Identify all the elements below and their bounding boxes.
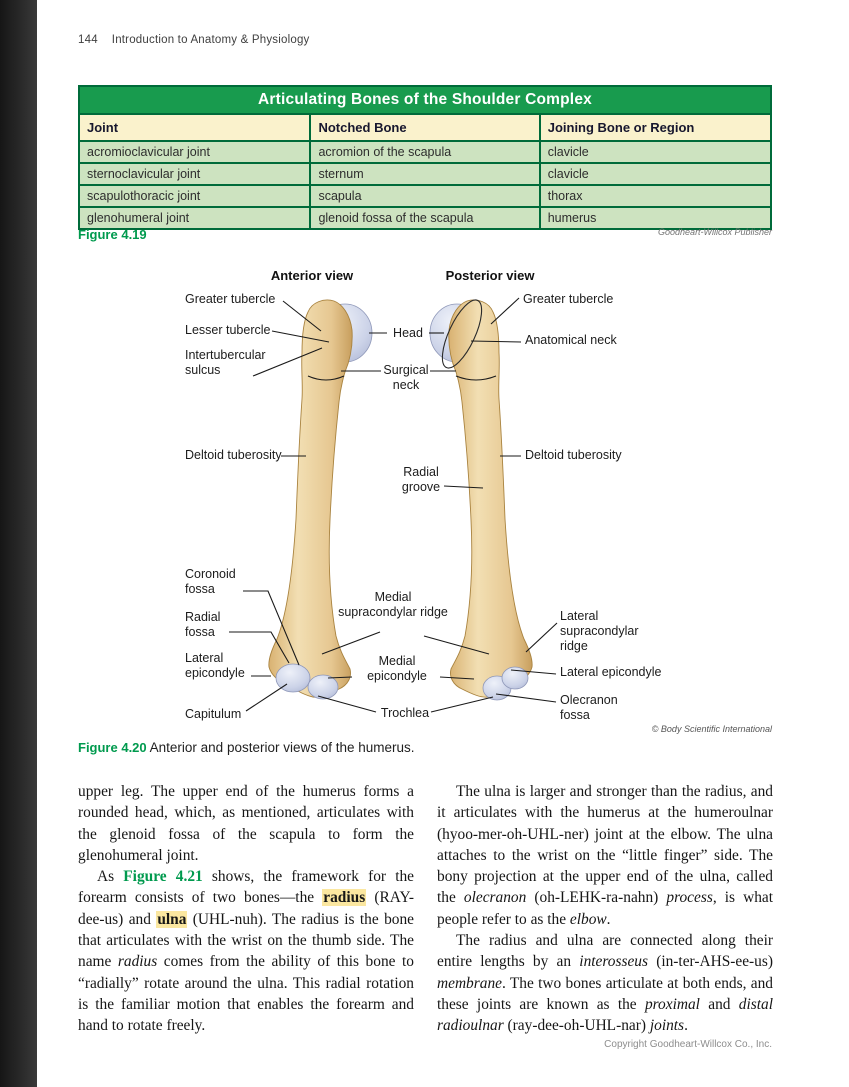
body-text-right-column xyxy=(437,781,773,1037)
figure-4-20-caption xyxy=(78,740,772,755)
label-lesser-tubercle: Lesser tubercle xyxy=(185,323,271,337)
cell-notched-bone: sternum xyxy=(310,163,539,185)
label-deltoid-tuberosity-left: Deltoid tuberosity xyxy=(185,448,282,462)
label-intertubercular-sulcus: Intertubercular sulcus xyxy=(185,348,266,377)
label-lateral-epicondyle-right: Lateral epicondyle xyxy=(560,665,662,679)
cell-joining-bone: clavicle xyxy=(540,163,771,185)
table-row xyxy=(79,163,771,185)
label-trochlea: Trochlea xyxy=(380,706,430,720)
anterior-humerus-bone xyxy=(269,300,372,699)
label-head: Head xyxy=(393,326,423,340)
label-olecranon-fossa: Olecranon fossa xyxy=(560,693,618,722)
figure-4-20-caption-text: Anterior and posterior views of the humerus. xyxy=(146,740,415,755)
label-medial-epicondyle: Medial epicondyle xyxy=(367,654,427,683)
paragraph: The radius and ulna are connected along their entire lengths by an interosseus (in-ter-AHS-ee-us) membrane. The two bones articulate at both ends, and these joints are known as the proximal and distal radioulnar (ray-dee-oh-UHL-nar) joints. xyxy=(437,932,773,1035)
cell-joining-bone: clavicle xyxy=(540,141,771,163)
posterior-humerus-bone xyxy=(430,295,532,700)
body-text-left-column xyxy=(78,781,414,1037)
cell-joining-bone: thorax xyxy=(540,185,771,207)
label-radial-groove: Radial groove xyxy=(401,465,441,494)
figure-4-20-label: Figure 4.20 xyxy=(78,740,147,755)
posterior-view-title: Posterior view xyxy=(445,268,535,283)
column-header-joint: Joint xyxy=(79,114,310,141)
cell-joining-bone: humerus xyxy=(540,207,771,229)
label-deltoid-tuberosity-right: Deltoid tuberosity xyxy=(525,448,622,462)
cell-joint: glenohumeral joint xyxy=(79,207,310,229)
cell-joint: sternoclavicular joint xyxy=(79,163,310,185)
table-row xyxy=(79,185,771,207)
paragraph: upper leg. The upper end of the humerus forms a rounded head, which, as mentioned, articulates with the glenoid fossa of the scapula to form the glenohumeral joint. xyxy=(78,783,414,864)
label-anatomical-neck: Anatomical neck xyxy=(525,333,617,347)
copyright-notice: Copyright Goodheart-Willcox Co., Inc. xyxy=(604,1039,772,1050)
page-number: 144 xyxy=(78,34,98,46)
label-lateral-epicondyle-left: Lateral epicondyle xyxy=(185,651,245,680)
anterior-view-title: Anterior view xyxy=(270,268,354,283)
paragraph: As Figure 4.21 shows, the framework for the forearm consists of two bones—the radius (RAY-dee-us) and ulna (UHL-nuh). The radius is the bone that articulates with the wrist on the thumb side. The name radius comes from the ability of this bone to “radially” rotate around the ulna. This radial rotation is the familiar motion that enables the forearm and hand to rotate freely. xyxy=(78,868,414,1035)
column-header-notched-bone: Notched Bone xyxy=(310,114,539,141)
paragraph: The ulna is larger and stronger than the radius, and it articulates with the humerus at the humeroulnar (hyoo-mer-oh-UHL-ner) joint at the elbow. The ulna attaches to the wrist on the “little finger” side. The bony projection at the upper end of the ulna, called the olecranon (oh-LEHK-ra-nahn) process, is what people refer to as the elbow. xyxy=(437,783,774,928)
table-title: Articulating Bones of the Shoulder Complex xyxy=(79,86,771,114)
label-greater-tubercle-left: Greater tubercle xyxy=(185,292,276,306)
table-credit: Goodheart-Willcox Publisher xyxy=(658,227,772,237)
running-head-title: Introduction to Anatomy & Physiology xyxy=(111,34,310,46)
label-coronoid-fossa: Coronoid fossa xyxy=(185,567,236,596)
figure-4-19-label: Figure 4.19 xyxy=(78,227,147,242)
label-medial-supracondylar-ridge: Medial supracondylar ridge xyxy=(338,590,448,619)
cell-notched-bone: glenoid fossa of the scapula xyxy=(310,207,539,229)
cell-joint: scapulothoracic joint xyxy=(79,185,310,207)
cell-notched-bone: acromion of the scapula xyxy=(310,141,539,163)
table-row xyxy=(79,141,771,163)
humerus-figure xyxy=(78,263,772,737)
figure-credit: © Body Scientific International xyxy=(651,724,772,734)
column-header-joining-bone: Joining Bone or Region xyxy=(540,114,771,141)
label-surgical-neck: Surgical neck xyxy=(383,363,429,392)
table-caption-row xyxy=(78,226,772,244)
shoulder-complex-table xyxy=(78,85,772,230)
label-greater-tubercle-right: Greater tubercle xyxy=(523,292,614,306)
label-capitulum: Capitulum xyxy=(185,707,242,721)
cell-notched-bone: scapula xyxy=(310,185,539,207)
page-binding-edge xyxy=(0,0,37,1087)
cell-joint: acromioclavicular joint xyxy=(79,141,310,163)
label-radial-fossa: Radial fossa xyxy=(185,610,221,639)
label-lateral-supracondylar-ridge: Lateral supracondylar ridge xyxy=(560,609,639,653)
running-head xyxy=(78,34,310,46)
